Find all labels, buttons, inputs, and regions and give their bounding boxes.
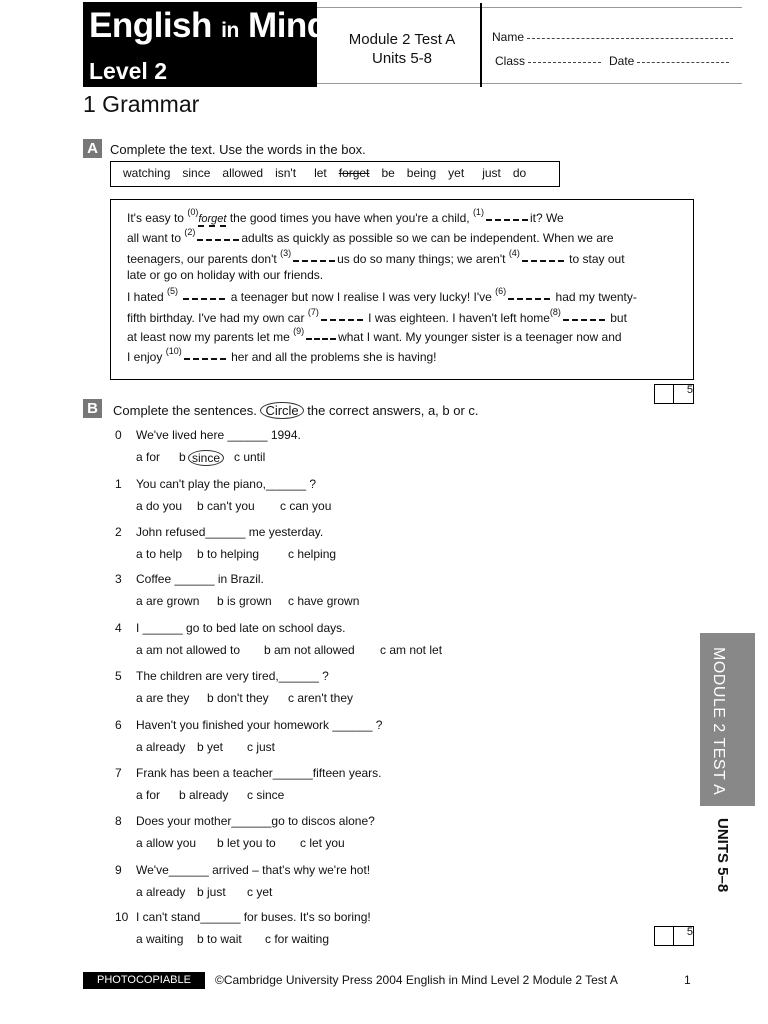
option-c[interactable]: c can you	[280, 499, 332, 513]
text-line: all want to $^{(2)}$ adults as quickly as possible so we can be independent. When we are	[127, 227, 614, 245]
question-number: 3	[115, 572, 122, 586]
option-b[interactable]: b	[179, 450, 186, 464]
option-a[interactable]: a for	[136, 788, 161, 802]
option-b[interactable]: b don't they	[207, 691, 269, 705]
score-box-b[interactable]	[654, 926, 694, 946]
question-text: We've______ arrived – that's why we're hot!	[136, 863, 371, 877]
option-c[interactable]: c since	[247, 788, 285, 802]
option-a[interactable]: a already	[136, 885, 186, 899]
text-line: fifth birthday. I've had my own car $^{(7)}$ I was eighteen. I haven't left home$^{(8)}$ but	[127, 307, 627, 325]
option-b[interactable]: b yet	[197, 740, 224, 754]
question-number: 10	[115, 910, 129, 924]
section-title: 1 Grammar	[83, 91, 200, 117]
question-text: The children are very tired,______ ?	[136, 669, 329, 683]
text-line: teenagers, our parents don't $^{(3)}$ us do so many things; we aren't $^{(4)}$ to stay out	[127, 248, 625, 266]
question-number: 1	[115, 477, 122, 491]
option-a[interactable]: a are they	[136, 691, 190, 705]
option-a[interactable]: a already	[136, 740, 186, 754]
option-b[interactable]: b already	[179, 788, 229, 802]
question-number: 4	[115, 621, 122, 635]
option-b[interactable]: b is grown	[217, 594, 272, 608]
question-text: Haven't you finished your homework ______ ?	[136, 718, 383, 732]
question-number: 6	[115, 718, 122, 732]
word-box: watching since allowed isn't let forget be being yet just do	[110, 161, 560, 187]
gap-fill-text	[110, 199, 694, 380]
score-box-a[interactable]	[654, 384, 694, 404]
class-field[interactable]: Class	[495, 54, 601, 68]
option-b[interactable]: b let you to	[217, 836, 276, 850]
option-b-circled-answer: since	[188, 450, 224, 466]
question-number: 5	[115, 669, 122, 683]
section-b-instruction: Complete the sentences. Circle the correct answers, a, b or c.	[113, 403, 479, 418]
section-a-badge: A	[83, 139, 102, 158]
option-a[interactable]: a to help	[136, 547, 183, 561]
option-b[interactable]: b to helping	[197, 547, 260, 561]
question-number: 7	[115, 766, 122, 780]
option-c[interactable]: c helping	[288, 547, 337, 561]
page-number: 1	[684, 973, 691, 987]
option-a[interactable]: a allow you	[136, 836, 197, 850]
gap-5[interactable]	[183, 296, 225, 300]
option-b[interactable]: b am not allowed	[264, 643, 355, 657]
option-a[interactable]: a for	[136, 450, 161, 464]
option-a[interactable]: a am not allowed to	[136, 643, 241, 657]
brand-level: Level 2	[89, 58, 167, 84]
brand-title: English in Mind	[89, 6, 328, 45]
option-a[interactable]: a waiting	[136, 932, 184, 946]
section-a-instruction: Complete the text. Use the words in the box.	[110, 142, 366, 157]
option-c[interactable]: c until	[234, 450, 266, 464]
option-c[interactable]: c for waiting	[265, 932, 330, 946]
text-line: late or go on holiday with our friends.	[127, 268, 324, 282]
gap-10[interactable]	[184, 356, 226, 360]
option-c[interactable]: c am not let	[380, 643, 443, 657]
gap-4[interactable]	[522, 258, 564, 262]
option-b[interactable]: b to wait	[197, 932, 242, 946]
date-field[interactable]: Date	[609, 54, 729, 68]
option-a[interactable]: a do you	[136, 499, 183, 513]
score-max: 5	[673, 385, 693, 403]
question-text: John refused______ me yesterday.	[136, 525, 324, 539]
gap-6[interactable]	[508, 296, 550, 300]
question-text: I can't stand______ for buses. It's so boring!	[136, 910, 371, 924]
brand-logo	[83, 2, 328, 87]
gap-3[interactable]	[293, 258, 335, 262]
module-side-tab: MODULE 2 TEST A	[700, 633, 755, 806]
question-number: 9	[115, 863, 122, 877]
text-line: I hated $^{(5)}$ a teenager but now I realise I was very lucky! I've $^{(6)}$ had my twenty-	[127, 286, 637, 304]
gap-8[interactable]	[563, 317, 605, 321]
gap-7[interactable]	[321, 317, 363, 321]
option-c[interactable]: c yet	[247, 885, 273, 899]
option-c[interactable]: c just	[247, 740, 276, 754]
footer-copyright: ©Cambridge University Press 2004 English in Mind Level 2 Module 2 Test A	[215, 973, 618, 987]
question-text: Coffee ______ in Brazil.	[136, 572, 264, 586]
module-label: Module 2 Test A Units 5-8	[348, 31, 456, 67]
gap-1[interactable]	[486, 217, 528, 221]
option-c[interactable]: c have grown	[288, 594, 360, 608]
option-c[interactable]: c let you	[300, 836, 345, 850]
score-max: 5	[673, 927, 693, 945]
option-a[interactable]: a are grown	[136, 594, 200, 608]
units-side-label: UNITS 5–8	[714, 818, 731, 893]
question-number: 0	[115, 428, 122, 442]
question-number: 2	[115, 525, 122, 539]
text-line: I enjoy $^{(10)}$ her and all the problems she is having!	[127, 346, 437, 364]
text-line: at least now my parents let me $^{(9)}$ what I want. My younger sister is a teenager now and	[127, 326, 622, 344]
question-text: Does your mother______go to discos alone?	[136, 814, 375, 828]
question-text: We've lived here ______ 1994.	[136, 428, 301, 442]
gap-9[interactable]	[306, 336, 336, 340]
question-text: You can't play the piano,______ ?	[136, 477, 316, 491]
question-text: I ______ go to bed late on school days.	[136, 621, 346, 635]
name-field[interactable]: Name	[492, 30, 733, 44]
photocopiable-badge: PHOTOCOPIABLE	[83, 972, 205, 989]
section-b-badge: B	[83, 399, 102, 418]
option-c[interactable]: c aren't they	[288, 691, 353, 705]
option-b[interactable]: b just	[197, 885, 226, 899]
question-number: 8	[115, 814, 122, 828]
gap-2[interactable]	[197, 237, 239, 241]
text-line: It's easy to $^{(0)}$forget the good times you have when you're a child, $^{(1)}$ it? We	[127, 207, 564, 225]
question-text: Frank has been a teacher______fifteen years.	[136, 766, 382, 780]
option-b[interactable]: b can't you	[197, 499, 255, 513]
